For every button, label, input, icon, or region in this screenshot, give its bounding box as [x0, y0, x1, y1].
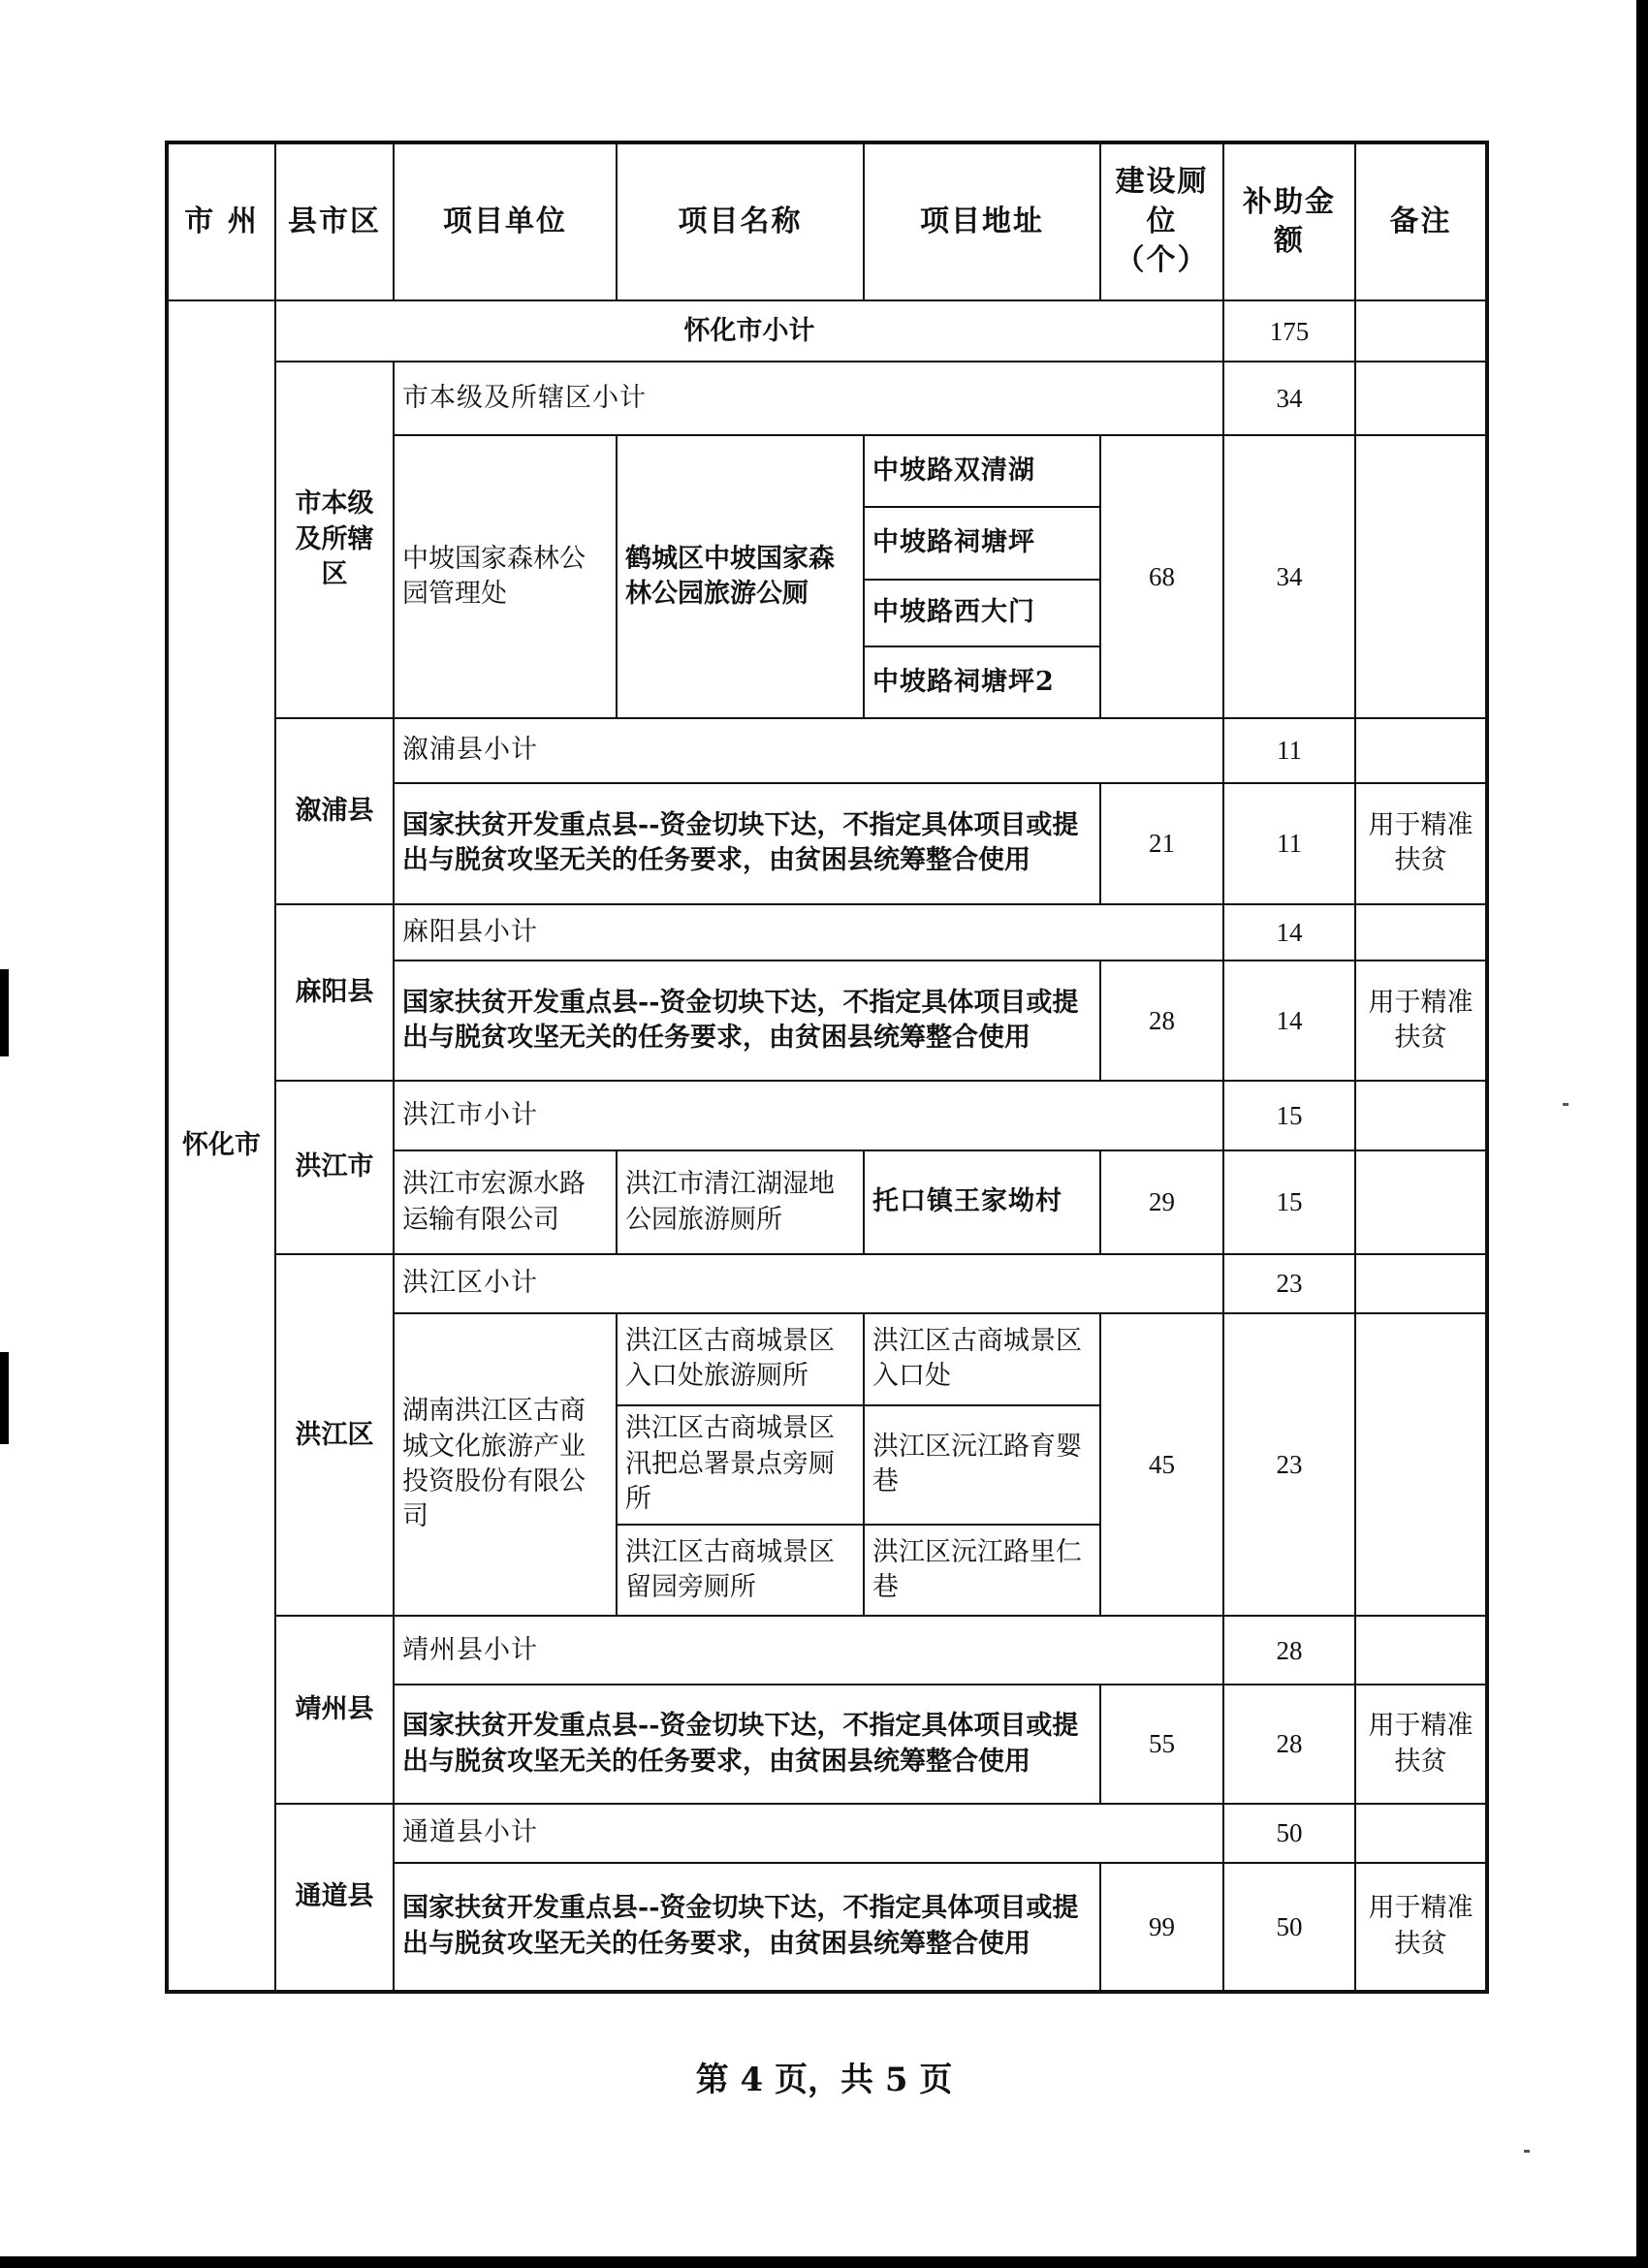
subtotal-subsidy: 50: [1223, 1804, 1355, 1863]
subtotal-label: 靖州县小计: [394, 1616, 1223, 1685]
subtotal-remark: [1355, 718, 1487, 783]
subtotal-label: 溆浦县小计: [394, 718, 1223, 783]
project-toilets: 28: [1100, 961, 1223, 1080]
project-desc: 国家扶贫开发重点县--资金切块下达，不指定具体项目或提出与脱贫攻坚无关的任务要求，由贫困县统筹整合使用: [394, 1863, 1100, 1992]
header-name: 项目名称: [617, 142, 864, 300]
project-remark: [1355, 1313, 1487, 1617]
project-name: 洪江区古商城景区汛把总署景点旁厕所: [617, 1405, 864, 1525]
subtotal-row: [167, 718, 1487, 783]
project-toilets: 99: [1100, 1863, 1223, 1992]
project-subsidy: 34: [1223, 435, 1355, 719]
project-remark: [1355, 435, 1487, 719]
subtotal-label: 市本级及所辖区小计: [394, 362, 1223, 435]
county-cell: 麻阳县: [275, 904, 394, 1081]
subsidy-table: [165, 141, 1489, 1994]
project-desc: 国家扶贫开发重点县--资金切块下达，不指定具体项目或提出与脱贫攻坚无关的任务要求，由贫困县统筹整合使用: [394, 1685, 1100, 1804]
scan-speck: [1524, 2150, 1530, 2153]
project-address: 中坡路双清湖: [864, 435, 1100, 508]
scan-speck: [1563, 1103, 1569, 1106]
subtotal-label: 洪江区小计: [394, 1254, 1223, 1313]
city-total-remark: [1355, 300, 1487, 362]
subtotal-row: [167, 1616, 1487, 1685]
project-remark: 用于精准扶贫: [1355, 1685, 1487, 1804]
header-county: 县市区: [275, 142, 394, 300]
project-remark: 用于精准扶贫: [1355, 783, 1487, 904]
project-unit: 湖南洪江区古商城文化旅游产业投资股份有限公司: [394, 1313, 617, 1617]
subtotal-subsidy: 28: [1223, 1616, 1355, 1685]
scan-edge-artifact: [1636, 0, 1648, 2268]
project-address: 中坡路祠塘坪: [864, 507, 1100, 580]
subtotal-subsidy: 23: [1223, 1254, 1355, 1313]
county-cell: 通道县: [275, 1804, 394, 1992]
header-unit: 项目单位: [394, 142, 617, 300]
project-subsidy: 50: [1223, 1863, 1355, 1992]
city-total-subsidy: 175: [1223, 300, 1355, 362]
subtotal-label: 麻阳县小计: [394, 904, 1223, 961]
header-subsidy: 补助金额: [1223, 142, 1355, 300]
project-address: 托口镇王家坳村: [864, 1150, 1100, 1254]
subtotal-subsidy: 11: [1223, 718, 1355, 783]
header-row: [167, 142, 1487, 300]
county-cell: 洪江市: [275, 1081, 394, 1255]
project-name: 洪江区古商城景区入口处旅游厕所: [617, 1313, 864, 1405]
project-remark: [1355, 1150, 1487, 1254]
project-address: 洪江区沅江路里仁巷: [864, 1525, 1100, 1617]
header-address: 项目地址: [864, 142, 1100, 300]
project-name: 洪江区古商城景区留园旁厕所: [617, 1525, 864, 1617]
scan-edge-artifact: [0, 2256, 1648, 2268]
subtotal-row: [167, 362, 1487, 435]
project-subsidy: 14: [1223, 961, 1355, 1080]
subtotal-row: [167, 1804, 1487, 1863]
page-number: 第 4 页，共 5 页: [695, 2061, 953, 2099]
subtotal-subsidy: 15: [1223, 1081, 1355, 1151]
project-remark: 用于精准扶贫: [1355, 961, 1487, 1080]
city-total-row: [167, 300, 1487, 362]
project-subsidy: 28: [1223, 1685, 1355, 1804]
subtotal-label: 洪江市小计: [394, 1081, 1223, 1151]
subtotal-row: [167, 1081, 1487, 1151]
county-cell: 市本级及所辖区: [275, 362, 394, 718]
project-toilets: 68: [1100, 435, 1223, 719]
subtotal-remark: [1355, 1081, 1487, 1151]
subtotal-remark: [1355, 1254, 1487, 1313]
city-total-label: 怀化市小计: [275, 300, 1223, 362]
project-desc: 国家扶贫开发重点县--资金切块下达，不指定具体项目或提出与脱贫攻坚无关的任务要求，由贫困县统筹整合使用: [394, 961, 1100, 1080]
subtotal-label: 通道县小计: [394, 1804, 1223, 1863]
project-subsidy: 15: [1223, 1150, 1355, 1254]
project-address: 洪江区古商城景区入口处: [864, 1313, 1100, 1405]
subtotal-row: [167, 904, 1487, 961]
project-name: 鹤城区中坡国家森林公园旅游公厕: [617, 435, 864, 719]
project-remark: 用于精准扶贫: [1355, 1863, 1487, 1992]
subtotal-remark: [1355, 362, 1487, 435]
project-address: 洪江区沅江路育婴巷: [864, 1405, 1100, 1525]
subtotal-subsidy: 14: [1223, 904, 1355, 961]
county-cell: 溆浦县: [275, 718, 394, 904]
project-subsidy: 11: [1223, 783, 1355, 904]
subtotal-subsidy: 34: [1223, 362, 1355, 435]
scan-edge-artifact: [0, 1352, 9, 1444]
subtotal-remark: [1355, 1804, 1487, 1863]
subtotal-row: [167, 1254, 1487, 1313]
project-toilets: 29: [1100, 1150, 1223, 1254]
county-cell: 靖州县: [275, 1616, 394, 1804]
project-toilets: 45: [1100, 1313, 1223, 1617]
project-toilets: 21: [1100, 783, 1223, 904]
header-city: 市 州: [167, 142, 275, 300]
project-name: 洪江市清江湖湿地公园旅游厕所: [617, 1150, 864, 1254]
subtotal-remark: [1355, 1616, 1487, 1685]
county-cell: 洪江区: [275, 1254, 394, 1616]
header-toilets: 建设厕位（个）: [1100, 142, 1223, 300]
project-unit: 洪江市宏源水路运输有限公司: [394, 1150, 617, 1254]
project-address: 中坡路祠塘坪2: [864, 646, 1100, 719]
header-remark: 备注: [1355, 142, 1487, 300]
project-desc: 国家扶贫开发重点县--资金切块下达，不指定具体项目或提出与脱贫攻坚无关的任务要求，由贫困县统筹整合使用: [394, 783, 1100, 904]
scan-edge-artifact: [0, 969, 9, 1056]
project-toilets: 55: [1100, 1685, 1223, 1804]
subtotal-remark: [1355, 904, 1487, 961]
project-subsidy: 23: [1223, 1313, 1355, 1617]
project-address: 中坡路西大门: [864, 580, 1100, 646]
city-cell: 怀化市: [167, 300, 275, 1992]
project-unit: 中坡国家森林公园管理处: [394, 435, 617, 719]
